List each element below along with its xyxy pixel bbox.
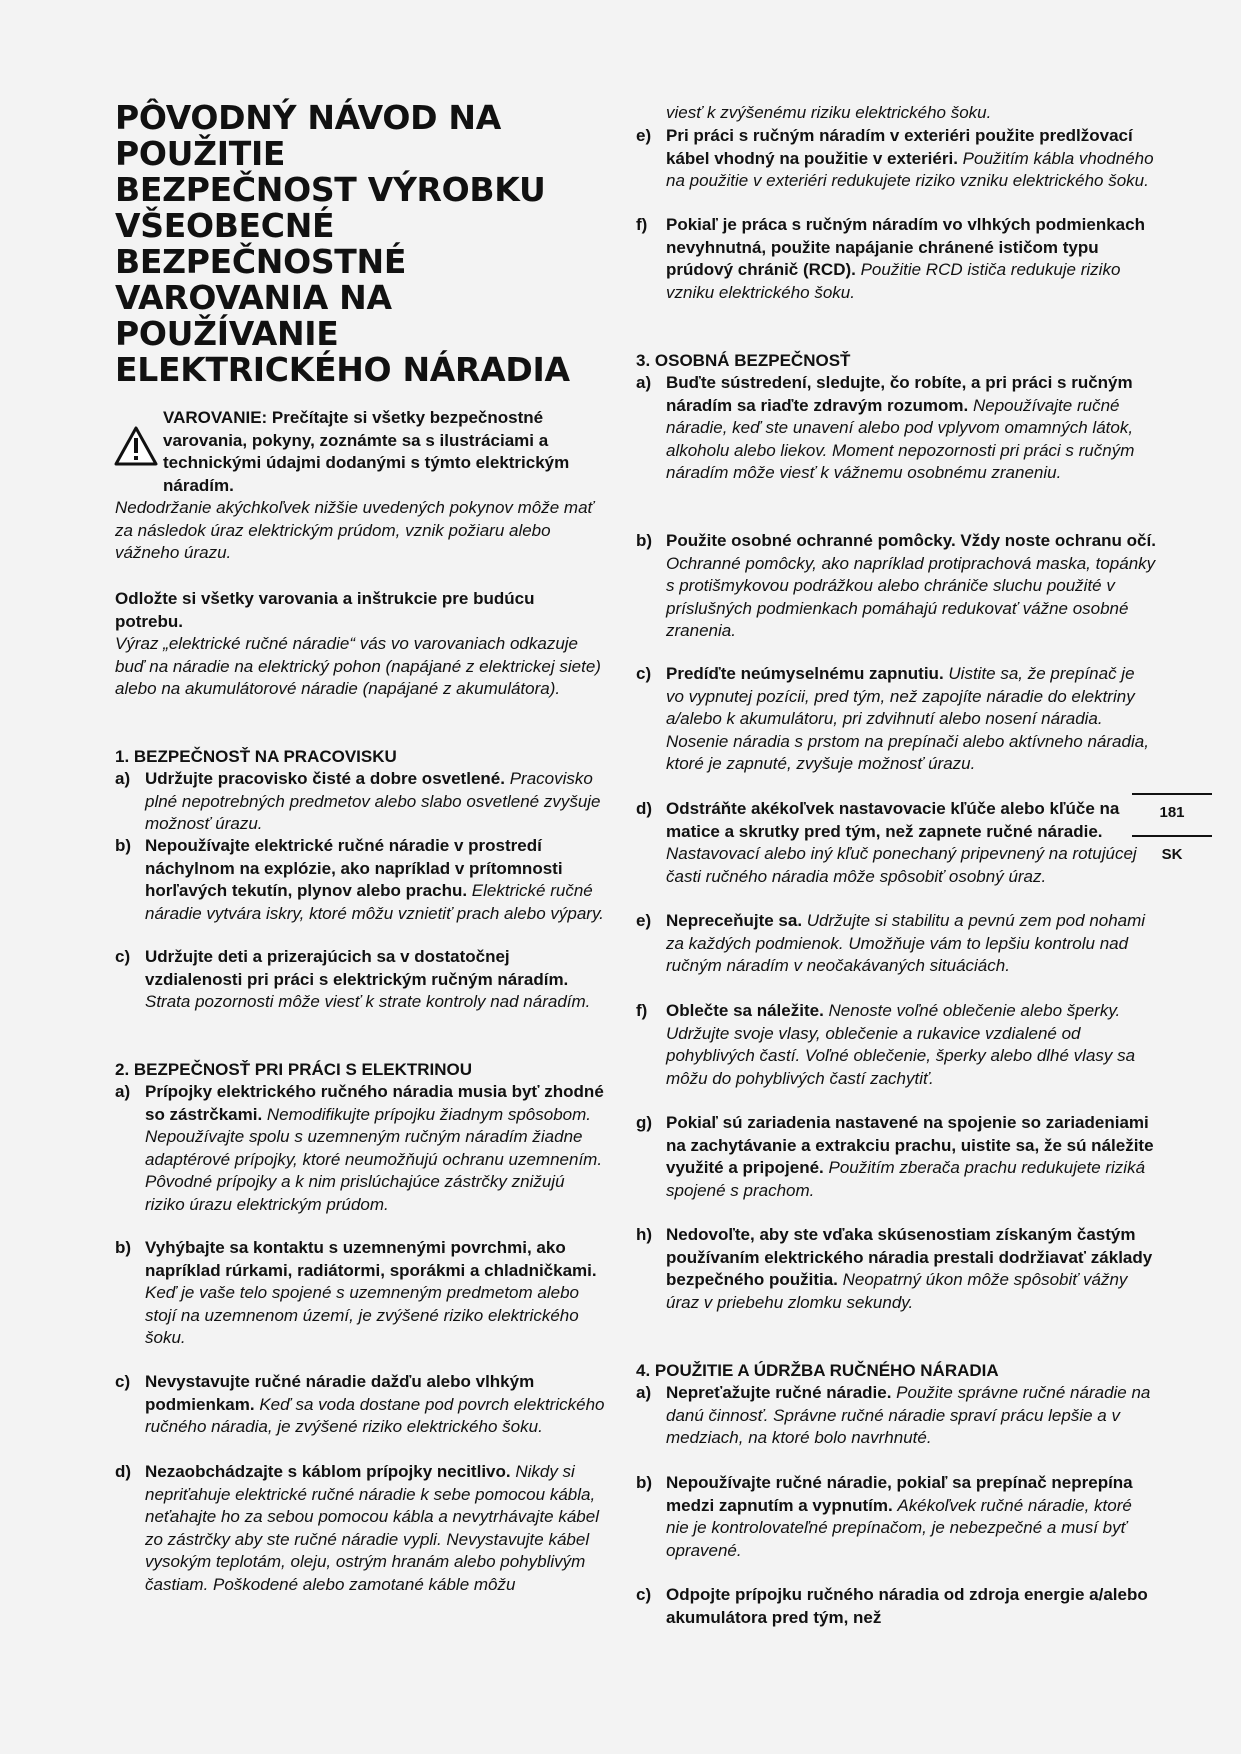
item-bold: Pri práci s ručným náradím v exteriéri použite predlžovací kábel vhodný na použitie v exteriéri. (666, 126, 1133, 168)
list-item (636, 910, 1156, 978)
keep-block (115, 588, 605, 701)
item-text: Nikdy si nepriťahuje elektrické ručné náradie k sebe pomocou kábla, neťahajte ho za sebou pomocou kábla a nevytrhávajte kábel zo zástrčky aby ste ručné náradie vypli. Nevystavujte kábel vysokým teplotám, oleju, ostrým hranám alebo pohyblivým častiam. Poškodené alebo zamotané káble môžu (145, 1462, 599, 1594)
divider (1132, 835, 1212, 837)
keep-bold: Odložte si všetky varovania a inštrukcie pre budúcu potrebu. (115, 589, 535, 631)
item-label: b) (115, 836, 132, 855)
list-item (115, 768, 605, 836)
item-text: Použitím zberača prachu redukujete riziká spojené s prachom. (666, 1158, 1146, 1200)
item-text: Uistite sa, že prepínač je vo vypnutej pozícii, pred tým, než zapojíte náradie do elektriny a/alebo k akumulátoru, pri zdvihnutí alebo nosení náradia. Nosenie náradia s prstom na prepínači alebo aktívneho náradia, ktoré je zapnuté, zvyšuje možnosť úrazu. (666, 664, 1149, 773)
item-text: Použitím kábla vhodného na použitie v exteriéri redukujete riziko vzniku elektrického šoku. (666, 148, 1154, 190)
item-text: Strata pozornosti môže viesť k strate kontroly nad náradím. (145, 992, 591, 1011)
item-text: Elektrické ručné náradie vytvára iskry, ktoré môžu vznietiť prach alebo výpary. (145, 881, 604, 923)
item-text: Akékoľvek ručné náradie, ktoré nie je kontrolovateľné prepínačom, je nebezpečné a musí byť opravené. (666, 1495, 1132, 1560)
warning-lead: VAROVANIE: Prečítajte si všetky bezpečnostné varovania, pokyny, zoznámte sa s ilustráciami a technickými údajmi dodanými s týmto elektrickým náradím. (163, 408, 570, 495)
item-bold: Udržujte deti a prizerajúcich sa v dostatočnej vzdialenosti pri práci s elektrickým ručným náradím. (145, 947, 569, 989)
item-text: Keď je vaše telo spojené s uzemneným predmetom alebo stojí na uzemnenom území, je zvýšené riziko elektrického šoku. (145, 1283, 579, 1347)
item-label: b) (636, 531, 653, 550)
list-item (115, 1081, 605, 1216)
page-title (115, 100, 615, 388)
warning-text: Nedodržanie akýchkoľvek nižšie uvedených pokynov môže mať za následok úraz elektrickým prúdom, vznik požiaru alebo vážneho úrazu. (115, 498, 594, 562)
item-label: a) (636, 1383, 652, 1402)
item-text: Udržujte si stabilitu a pevnú zem pod nohami za každých podmienok. Umožňuje vám to lepšiu kontrolu nad ručným náradím v neočakávaných situáciách. (666, 911, 1146, 975)
item-label: c) (636, 1585, 652, 1604)
list-item (636, 1224, 1156, 1314)
list-item (636, 1472, 1156, 1562)
list-item (636, 1584, 1156, 1629)
list-item (636, 798, 1156, 888)
continued-text: viesť k zvýšenému riziku elektrického šoku. (666, 103, 992, 122)
title-line: PÔVODNÝ NÁVOD NA (115, 98, 501, 137)
title-line: BEZPEČNOSTNÉ (115, 242, 407, 281)
item-bold: Pokiaľ je práca s ručným náradím vo vlhkých podmienkach nevyhnutná, použite napájanie chránené ističom typu prúdový chránič (RCD). (666, 215, 1145, 279)
item-text: Pracovisko plné nepotrebných predmetov alebo slabo osvetlené zvyšuje možnosť úrazu. (145, 769, 601, 833)
list-item (636, 125, 1156, 193)
list-item (636, 530, 1156, 643)
list-item (636, 1000, 1156, 1090)
list-item (636, 1112, 1156, 1202)
section-heading: 4. POUŽITIE A ÚDRŽBA RUČNÉHO NÁRADIA (636, 1361, 999, 1380)
item-text: Nepoužívajte ručné náradie, keď ste unavení alebo pod vplyvom omamných látok, alkoholu alebo liekov. Moment nepozornosti pri práci s ručným náradím môže viesť k vážnemu osobnému zraneniu. (666, 395, 1135, 482)
item-text: Neopatrný úkon môže spôsobiť vážny úraz v priebehu zlomku sekundy. (666, 1270, 1128, 1312)
item-text: Keď sa voda dostane pod povrch elektrického ručného náradia, je zvýšené riziko elektrického šoku. (145, 1394, 605, 1436)
item-bold: Prípojky elektrického ručného náradia musia byť zhodné so zástrčkami. (145, 1082, 604, 1124)
divider (1132, 793, 1212, 795)
item-label: e) (636, 126, 652, 145)
item-bold: Nepreceňujte sa. (666, 911, 807, 930)
section-heading: 3. OSOBNÁ BEZPEČNOSŤ (636, 351, 851, 370)
list-item (115, 1237, 605, 1350)
title-line: POUŽITIE (115, 134, 286, 173)
item-label: g) (636, 1113, 653, 1132)
item-text: Nastavovací alebo iný kľuč ponechaný pripevnený na rotujúcej časti ručného náradia môže spôsobiť osobný úraz. (666, 844, 1137, 886)
item-label: d) (115, 1462, 132, 1481)
page-number: 181 (1159, 804, 1185, 821)
title-line: VŠEOBECNÉ (115, 206, 335, 245)
title-line: POUŽÍVANIE (115, 314, 339, 353)
list-item (115, 1461, 605, 1596)
item-bold: Nepreťažujte ručné náradie. (666, 1383, 897, 1402)
item-bold: Oblečte sa náležite. (666, 1001, 829, 1020)
item-bold: Použite osobné ochranné pomôcky. Vždy noste ochranu očí. (666, 531, 1156, 550)
item-label: e) (636, 911, 652, 930)
item-text: Ochranné pomôcky, ako napríklad protiprachová maska, topánky s protišmykovou podrážkou alebo chrániče sluchu použité v príslušných podmienkach pomáhajú redukovať vážne osobné zranenia. (666, 553, 1156, 640)
item-text: Nenoste voľné oblečenie alebo šperky. Udržujte svoje vlasy, oblečenie a rukavice vzdialené od pohyblivých častí. Voľné oblečenie, šperky alebo dlhé vlasy sa môžu do pohyblivých častí zachytiť. (666, 1001, 1136, 1088)
title-line: VAROVANIA NA (115, 278, 392, 317)
warning-block (115, 407, 605, 565)
item-bold: Nedovoľte, aby ste vďaka skúsenostiam získaným častým používaním elektrického náradia prestali dodržiavať základy bezpečného použitia. (666, 1225, 1153, 1289)
list-item (636, 663, 1156, 776)
item-label: c) (636, 664, 652, 683)
item-label: b) (115, 1238, 132, 1257)
item-bold: Nepoužívajte elektrické ručné náradie v prostredí náchylnom na explózie, ako napríklad v prítomnosti horľavých tekutín, plynov alebo prachu. (145, 836, 563, 900)
item-bold: Odpojte prípojku ručného náradia od zdroja energie a/alebo akumulátora pred tým, než (666, 1585, 1148, 1627)
item-bold: Udržujte pracovisko čisté a dobre osvetlené. (145, 769, 510, 788)
item-label: f) (636, 215, 648, 234)
item-text: Použitie RCD ističa redukuje riziko vzniku elektrického šoku. (666, 260, 1121, 302)
item-bold: Nepoužívajte ručné náradie, pokiaľ sa prepínač neprepína medzi zapnutím a vypnutím. (666, 1473, 1133, 1515)
item-label: c) (115, 1372, 131, 1391)
title-line: BEZPEČNOST VÝROBKU (115, 170, 546, 209)
item-bold: Buďte sústredení, sledujte, čo robíte, a pri práci s ručným náradím sa riaďte zdravým rozumom. (666, 373, 1133, 415)
list-item (115, 1371, 605, 1439)
item-bold: Nevystavujte ručné náradie dažďu alebo vlhkým podmienkam. (145, 1372, 535, 1414)
item-label: a) (115, 769, 131, 788)
item-label: d) (636, 799, 653, 818)
language-code: SK (1161, 846, 1183, 863)
item-text: Nemodifikujte prípojku žiadnym spôsobom. Nepoužívajte spolu s uzemneným ručným náradím žiadne adaptérové prípojky, ktoré neumožňujú ochranu uzemnením. Pôvodné prípojky a k nim prislúchajúce zástrčky znižujú riziko úrazu elektrickým prúdom. (145, 1104, 603, 1214)
item-label: c) (115, 947, 131, 966)
item-label: b) (636, 1473, 653, 1492)
item-bold: Pokiaľ sú zariadenia nastavené na spojenie so zariadeniami na zachytávanie a extrakciu prachu, uistite sa, že sú náležite využité a pripojené. (666, 1113, 1154, 1177)
title-line: ELEKTRICKÉHO NÁRADIA (115, 350, 570, 389)
item-label: f) (636, 1001, 648, 1020)
list-item (115, 835, 605, 925)
item-label: a) (636, 373, 652, 392)
section-heading: 2. BEZPEČNOSŤ PRI PRÁCI S ELEKTRINOU (115, 1060, 473, 1079)
keep-text: Výraz „elektrické ručné náradie“ vás vo varovaniach odkazuje buď na náradie na elektrický pohon (napájané z elektrickej siete) alebo na akumulátorové náradie (napájané z akumulátora). (115, 634, 601, 698)
item-label: a) (115, 1082, 131, 1101)
list-item (115, 946, 605, 1014)
item-text: Použite správne ručné náradie na danú činnosť. Správne ručné náradie spraví prácu lepšie a v medziach, na ktoré bolo navrhnuté. (666, 1383, 1151, 1447)
list-item (636, 214, 1156, 304)
item-bold: Vyhýbajte sa kontaktu s uzemnenými povrchmi, ako napríklad rúrkami, radiátormi, sporákmi a chladničkami. (145, 1238, 597, 1280)
list-item (636, 372, 1156, 485)
item-label: h) (636, 1225, 653, 1244)
section-heading: 1. BEZPEČNOSŤ NA PRACOVISKU (115, 747, 397, 766)
item-bold: Predíďte neúmyselnému zapnutiu. (666, 664, 949, 683)
list-item (636, 1382, 1156, 1450)
item-bold: Nezaobchádzajte s káblom prípojky necitlivo. (145, 1462, 516, 1481)
item-bold: Odstráňte akékoľvek nastavovacie kľúče alebo kľúče na matice a skrutky pred tým, než zapnete ručné náradie. (666, 799, 1120, 841)
